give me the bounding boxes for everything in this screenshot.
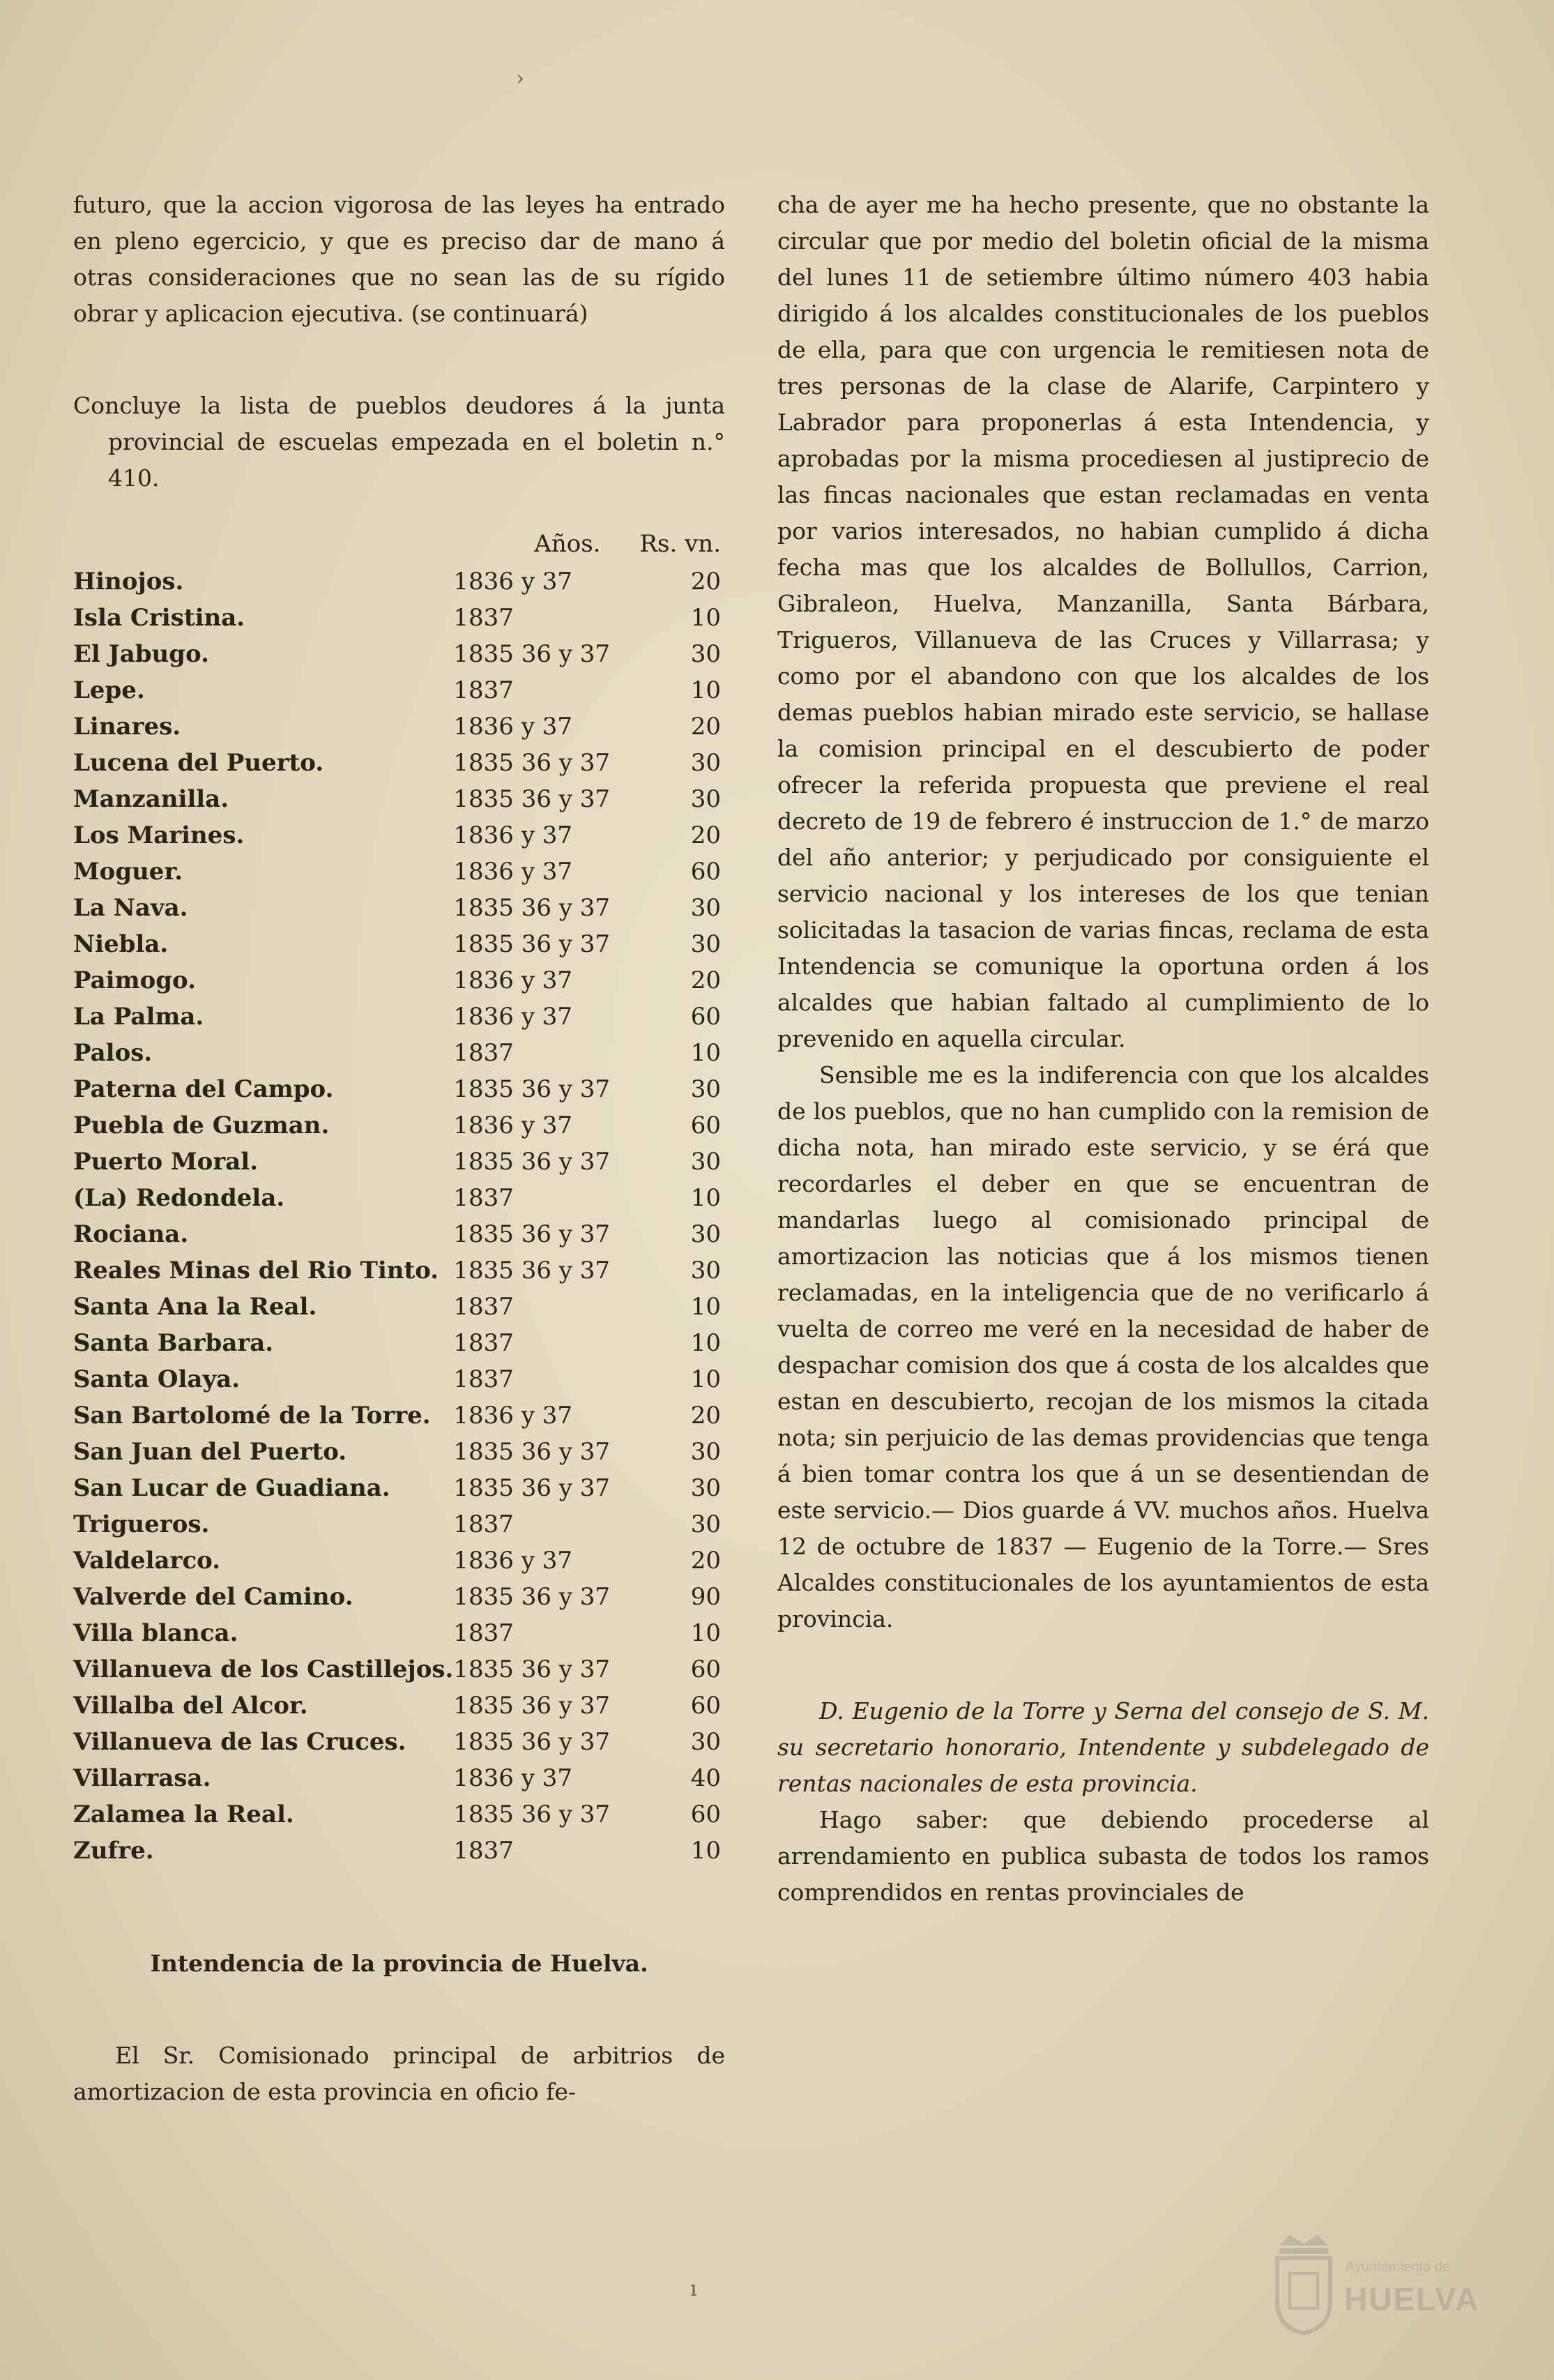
town-name: Palos.: [73, 1039, 153, 1067]
town-name: Trigueros.: [73, 1510, 210, 1538]
payment-years: 1835 36 y 37: [453, 1220, 611, 1248]
reales-amount: 60: [690, 1801, 721, 1828]
table-row: [73, 1180, 725, 1216]
payment-years: 1836 y 37: [453, 1112, 572, 1139]
town-name: Niebla.: [73, 930, 169, 958]
reales-amount: 20: [690, 1547, 721, 1575]
reales-amount: 90: [690, 1583, 721, 1611]
left-paragraph-continuation: futuro, que la accion vigorosa de las leyes ha entrado en pleno egercicio, y que es preciso dar de mano á otras consideraciones que no sean las de su rígido obrar y aplicacion ejecutiva. (se continuará): [73, 191, 725, 327]
town-name: Isla Cristina.: [73, 604, 245, 632]
payment-years: 1837: [453, 1184, 514, 1212]
payment-years: 1836 y 37: [453, 1003, 572, 1031]
reales-amount: 60: [690, 858, 721, 886]
town-name: Hinojos.: [73, 568, 184, 596]
town-name: Villanueva de las Cruces.: [73, 1728, 406, 1756]
payment-years: 1837: [453, 676, 514, 704]
town-name: Santa Barbara.: [73, 1329, 274, 1357]
left-column: [73, 187, 725, 2110]
table-row: [73, 1397, 725, 1434]
reales-amount: 10: [690, 1329, 721, 1357]
town-name: Zufre.: [73, 1837, 154, 1865]
table-row: [73, 1470, 725, 1506]
table-row: [73, 1688, 725, 1724]
town-name: Reales Minas del Rio Tinto.: [73, 1257, 439, 1284]
table-row: [73, 1796, 725, 1833]
debtors-table: [73, 524, 725, 1869]
reales-amount: 30: [690, 1438, 721, 1466]
town-name: Paterna del Campo.: [73, 1075, 334, 1103]
reales-amount: 30: [690, 1257, 721, 1284]
payment-years: 1835 36 y 37: [453, 1257, 611, 1284]
payment-years: 1837: [453, 1293, 514, 1321]
table-row: [73, 1325, 725, 1361]
crown-shield-icon: [1269, 2231, 1339, 2336]
left-paragraph-comisionado: El Sr. Comisionado principal de arbitrios de amortizacion de esta provincia en oficio fe-: [73, 2042, 725, 2105]
table-row: [73, 854, 725, 890]
right-column: [777, 187, 1429, 1911]
payment-years: 1836 y 37: [453, 967, 572, 994]
reales-amount: 10: [690, 604, 721, 632]
table-row: [73, 890, 725, 926]
debtors-table-body: [73, 563, 725, 1869]
table-row: [73, 781, 725, 817]
payment-years: 1835 36 y 37: [453, 1075, 611, 1103]
town-name: La Palma.: [73, 1003, 204, 1031]
town-name: Puerto Moral.: [73, 1148, 259, 1176]
reales-amount: 30: [690, 1474, 721, 1502]
table-row: [73, 1615, 725, 1651]
town-name: Los Marines.: [73, 821, 245, 849]
town-name: Villarrasa.: [73, 1764, 211, 1792]
ayuntamiento-huelva-watermark: [1269, 2231, 1499, 2357]
reales-amount: 30: [690, 749, 721, 777]
reales-amount: 30: [690, 894, 721, 922]
town-name: Villanueva de los Castillejos.: [73, 1655, 454, 1683]
town-name: Valdelarco.: [73, 1547, 221, 1575]
reales-amount: 10: [690, 1837, 721, 1865]
payment-years: 1835 36 y 37: [453, 1728, 611, 1756]
table-row: [73, 708, 725, 745]
table-row: [73, 1216, 725, 1252]
table-row: [73, 672, 725, 708]
reales-amount: 60: [690, 1112, 721, 1139]
payment-years: 1835 36 y 37: [453, 894, 611, 922]
page-mark-top: ›: [516, 66, 524, 91]
table-row: [73, 1506, 725, 1543]
table-row: [73, 999, 725, 1035]
town-name: Santa Olaya.: [73, 1365, 241, 1393]
table-row: [73, 817, 725, 854]
watermark-label-small: Ayuntamiento de: [1346, 2259, 1450, 2275]
town-name: Villalba del Alcor.: [73, 1692, 308, 1720]
payment-years: 1835 36 y 37: [453, 1148, 611, 1176]
payment-years: 1837: [453, 1510, 514, 1538]
reales-amount: 30: [690, 930, 721, 958]
reales-amount: 10: [690, 676, 721, 704]
reales-amount: 40: [690, 1764, 721, 1792]
town-name: Santa Ana la Real.: [73, 1293, 317, 1321]
town-name: Rociana.: [73, 1220, 189, 1248]
header-reales: Rs. vn.: [639, 530, 721, 558]
payment-years: 1837: [453, 1837, 514, 1865]
town-name: San Bartolomé de la Torre.: [73, 1402, 431, 1430]
reales-amount: 60: [690, 1655, 721, 1683]
payment-years: 1835 36 y 37: [453, 1474, 611, 1502]
town-name: La Nava.: [73, 894, 188, 922]
payment-years: 1836 y 37: [453, 568, 572, 596]
table-row: [73, 1361, 725, 1397]
town-name: Puebla de Guzman.: [73, 1112, 330, 1139]
right-paragraph-hago-saber: Hago saber: que debiendo procederse al arrendamiento en publica subasta de todos los ramos comprendidos en rentas provinciales de: [777, 1806, 1429, 1906]
table-row: [73, 1071, 725, 1107]
reales-amount: 10: [690, 1365, 721, 1393]
town-name: Zalamea la Real.: [73, 1801, 294, 1828]
payment-years: 1835 36 y 37: [453, 930, 611, 958]
table-row: [73, 1107, 725, 1144]
table-row: [73, 1579, 725, 1615]
right-paragraph-order: Sensible me es la indiferencia con que los alcaldes de los pueblos, que no han cumplido con la remision de dicha nota, han mirado este servicio, y se érá que recordarles el deber en que se encuentran de mandarlas luego al comisionado principal de amortizacion las noticias que á los mismos tienen reclamadas, en la inteligencia que de no verificarlo á vuelta de correo me veré en la necesidad de haber de despachar comision dos que á costa de los alcaldes que estan en descubierto, recojan de los mismos la citada nota; sin perjuicio de las demas providencias que tenga á bien tomar contra los que á un se desentiendan de este servicio.— Dios guarde á VV. muchos años. Huelva 12 de octubre de 1837 — Eugenio de la Torre.— Sres Alcaldes constitucionales de los ayuntamientos de esta provincia.: [777, 1061, 1429, 1632]
reales-amount: 30: [690, 640, 721, 668]
table-row: [73, 745, 725, 781]
payment-years: 1835 36 y 37: [453, 785, 611, 813]
reales-amount: 20: [690, 713, 721, 741]
page-mark-bottom: ı: [690, 2277, 697, 2301]
reales-amount: 20: [690, 568, 721, 596]
reales-amount: 10: [690, 1184, 721, 1212]
table-row: [73, 926, 725, 962]
debtors-table-header: [73, 524, 725, 563]
watermark-label-big: HUELVA: [1344, 2281, 1480, 2317]
payment-years: 1835 36 y 37: [453, 749, 611, 777]
payment-years: 1836 y 37: [453, 1402, 572, 1430]
table-row: [73, 600, 725, 636]
payment-years: 1835 36 y 37: [453, 1583, 611, 1611]
payment-years: 1835 36 y 37: [453, 1438, 611, 1466]
table-row: [73, 1724, 725, 1760]
payment-years: 1837: [453, 604, 514, 632]
payment-years: 1837: [453, 1365, 514, 1393]
table-row: [73, 1760, 725, 1796]
reales-amount: 30: [690, 785, 721, 813]
town-name: San Juan del Puerto.: [73, 1438, 347, 1466]
reales-amount: 30: [690, 1148, 721, 1176]
reales-amount: 30: [690, 1510, 721, 1538]
town-name: Paimogo.: [73, 967, 196, 994]
town-name: (La) Redondela.: [73, 1184, 285, 1212]
payment-years: 1836 y 37: [453, 713, 572, 741]
table-row: [73, 962, 725, 999]
town-name: Lucena del Puerto.: [73, 749, 324, 777]
reales-amount: 30: [690, 1728, 721, 1756]
payment-years: 1836 y 37: [453, 1547, 572, 1575]
payment-years: 1835 36 y 37: [453, 1801, 611, 1828]
table-row: [73, 1252, 725, 1289]
reales-amount: 60: [690, 1692, 721, 1720]
town-name: El Jabugo.: [73, 640, 209, 668]
table-row: [73, 1651, 725, 1688]
table-row: [73, 1833, 725, 1869]
header-years: Años.: [534, 530, 601, 558]
reales-amount: 20: [690, 967, 721, 994]
town-name: Lepe.: [73, 676, 145, 704]
payment-years: 1837: [453, 1619, 514, 1647]
right-paragraph-intendente: D. Eugenio de la Torre y Serna del consejo de S. M. su secretario honorario, Intendente y subdelegado de rentas nacionales de esta provincia.: [777, 1697, 1429, 1797]
reales-amount: 20: [690, 821, 721, 849]
payment-years: 1836 y 37: [453, 1764, 572, 1792]
reales-amount: 10: [690, 1619, 721, 1647]
payment-years: 1836 y 37: [453, 858, 572, 886]
section-heading-intendencia: Intendencia de la provincia de Huelva.: [150, 1950, 648, 1977]
payment-years: 1835 36 y 37: [453, 1655, 611, 1683]
payment-years: 1835 36 y 37: [453, 1692, 611, 1720]
payment-years: 1836 y 37: [453, 821, 572, 849]
table-row: [73, 1144, 725, 1180]
reales-amount: 20: [690, 1402, 721, 1430]
table-row: [73, 1434, 725, 1470]
payment-years: 1835 36 y 37: [453, 640, 611, 668]
table-row: [73, 1035, 725, 1071]
table-row: [73, 563, 725, 600]
table-row: [73, 1543, 725, 1579]
payment-years: 1837: [453, 1329, 514, 1357]
payment-years: 1837: [453, 1039, 514, 1067]
reales-amount: 10: [690, 1293, 721, 1321]
right-paragraph-report: cha de ayer me ha hecho presente, que no obstante la circular que por medio del boletin oficial de la misma del lunes 11 de setiembre último número 403 habia dirigido á los alcaldes constitucionales de los pueblos de ella, para que con urgencia le remitiesen nota de tres personas de la clase de Alarife, Carpintero y Labrador para proponerlas á esta Intendencia, y aprobadas por la misma procediesen al justiprecio de las fincas nacionales que estan reclamadas en venta por varios interesados, no habian cumplido á dicha fecha mas que los alcaldes de Bollullos, Carrion, Gibraleon, Huelva, Manzanilla, Santa Bárbara, Trigueros, Villanueva de las Cruces y Villarrasa; y como por el abandono con que los alcaldes de los demas pueblos habian mirado este servicio, se hallase la comision principal en el descubierto de poder ofrecer la referida propuesta que previene el real decreto de 19 de febrero é instruccion de 1.° de marzo del año anterior; y perjudicado por consiguiente el servicio nacional y los intereses de los que tenian solicitadas la tasacion de varias fincas, reclama de esta Intendencia se comunique la oportuna orden á los alcaldes que habian faltado al cumplimiento de lo prevenido en aquella circular.: [777, 191, 1429, 1052]
table-row: [73, 636, 725, 672]
town-name: Villa blanca.: [73, 1619, 238, 1647]
reales-amount: 30: [690, 1075, 721, 1103]
reales-amount: 10: [690, 1039, 721, 1067]
town-name: Manzanilla.: [73, 785, 229, 813]
reales-amount: 60: [690, 1003, 721, 1031]
town-name: Moguer.: [73, 858, 183, 886]
table-row: [73, 1289, 725, 1325]
town-name: San Lucar de Guadiana.: [73, 1474, 390, 1502]
town-name: Linares.: [73, 713, 181, 741]
debtors-list-intro: Concluye la lista de pueblos deudores á la junta provincial de escuelas empezada en el boletin n.° 410.: [73, 392, 725, 492]
town-name: Valverde del Camino.: [73, 1583, 353, 1611]
reales-amount: 30: [690, 1220, 721, 1248]
